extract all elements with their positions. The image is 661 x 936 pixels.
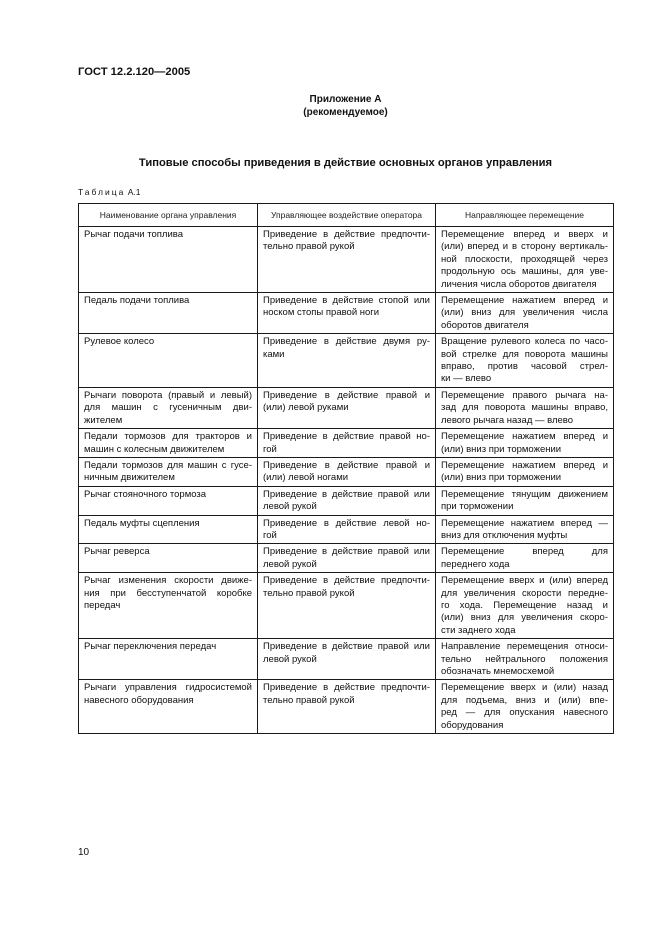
movement-direction-cell bbox=[436, 515, 614, 544]
operator-action-cell bbox=[258, 515, 436, 544]
cell-text-line: Рычаги поворота (правый и левый) bbox=[84, 389, 252, 401]
cell-text-line: Педаль подачи топлива bbox=[84, 295, 190, 307]
table-caption-number: А.1 bbox=[127, 187, 141, 197]
cell-text-line: Рычаг переключения передач bbox=[84, 641, 217, 653]
table-caption-word: Таблица bbox=[78, 187, 126, 197]
cell-text-line: (или) вперед и в сторону вертикаль- bbox=[441, 241, 608, 253]
table-row bbox=[79, 227, 614, 293]
table-row bbox=[79, 486, 614, 515]
cell-text-line: обозначать мнемосхемой bbox=[441, 666, 555, 677]
cell-text-line: Рычаги управления гидросистемой bbox=[84, 682, 252, 694]
cell-text-line: Приведение в действие предпочти- bbox=[263, 575, 430, 587]
operator-action-cell bbox=[258, 457, 436, 486]
cell-text-line: для подъема, вниз и (или) впе- bbox=[441, 694, 608, 706]
cell-text-line: Педаль муфты сцепления bbox=[84, 517, 200, 529]
table-row bbox=[79, 639, 614, 680]
cell-text-line: (или) вниз при торможении bbox=[441, 443, 562, 455]
cell-text-line: для машин с гусеничным дви- bbox=[84, 402, 252, 414]
cell-text-line: Приведение в действие правой и bbox=[263, 459, 430, 471]
cell-text-line: ки — влево bbox=[441, 373, 492, 385]
table-row bbox=[79, 680, 614, 734]
control-name-cell bbox=[79, 457, 258, 486]
appendix-status: (рекомендуемое) bbox=[303, 107, 388, 118]
table-row bbox=[79, 457, 614, 486]
table-body bbox=[79, 227, 614, 734]
operator-action-cell bbox=[258, 227, 436, 293]
cell-text-line: ния при бесступенчатой коробке bbox=[84, 587, 252, 599]
cell-text-line: вой стрелке для поворота машины bbox=[441, 348, 608, 360]
cell-text-line: вниз для отключения муфты bbox=[441, 529, 568, 541]
cell-text-line: ной плоскости, проходящей через bbox=[441, 253, 608, 265]
cell-text-line: для увеличения скорости передне- bbox=[441, 587, 608, 599]
cell-text-line: Перемещение нажатием вперед и bbox=[441, 295, 608, 307]
operator-action-cell bbox=[258, 486, 436, 515]
cell-text-line: левого рычага назад — влево bbox=[441, 414, 574, 426]
cell-text-line: тельно правой рукой bbox=[263, 241, 355, 253]
cell-text-line: гой bbox=[263, 529, 277, 541]
control-name-cell bbox=[79, 680, 258, 734]
cell-text-line: ничным движителем bbox=[84, 472, 175, 484]
table-row bbox=[79, 293, 614, 334]
operator-action-cell bbox=[258, 573, 436, 639]
cell-text-line: Приведение в действие предпочти- bbox=[263, 229, 430, 240]
controls-table bbox=[78, 203, 614, 734]
cell-text-line: при торможении bbox=[441, 501, 514, 513]
cell-text-line: Перемещение тянущим движением bbox=[441, 488, 608, 500]
table-row bbox=[79, 387, 614, 428]
cell-text-line: левой рукой bbox=[263, 501, 317, 513]
cell-text-line: машин с колесным движителем bbox=[84, 443, 225, 455]
cell-text-line: переднего хода bbox=[441, 558, 510, 570]
appendix-label: Приложение А bbox=[309, 94, 382, 105]
cell-text-line: Перемещение нажатием вперед и bbox=[441, 431, 608, 443]
cell-text-line: Перемещение вперед и вверх и bbox=[441, 229, 608, 240]
movement-direction-cell bbox=[436, 680, 614, 734]
movement-direction-cell bbox=[436, 429, 614, 458]
movement-direction-cell bbox=[436, 639, 614, 680]
cell-text-line: (или) левой ногами bbox=[263, 472, 349, 484]
cell-text-line: Рулевое колесо bbox=[84, 336, 155, 348]
cell-text-line: Перемещение нажатием вперед — bbox=[441, 517, 608, 529]
cell-text-line: Рычаг реверса bbox=[84, 546, 150, 558]
operator-action-cell bbox=[258, 429, 436, 458]
cell-text-line: сти заднего хода bbox=[441, 624, 516, 636]
cell-text-line: левой рукой bbox=[263, 558, 317, 570]
cell-text-line: левой рукой bbox=[263, 653, 317, 665]
movement-direction-cell bbox=[436, 457, 614, 486]
cell-text-line: Рычаг изменения скорости движе- bbox=[84, 575, 252, 587]
operator-action-cell bbox=[258, 334, 436, 388]
cell-text-line: Вращение рулевого колеса по часо- bbox=[441, 336, 608, 348]
cell-text-line: Перемещение вверх и (или) назад bbox=[441, 682, 608, 694]
cell-text-line: Педали тормозов для тракторов и bbox=[84, 431, 252, 443]
table-row bbox=[79, 544, 614, 573]
table-row bbox=[79, 515, 614, 544]
cell-text-line: личения числа оборотов двигателя bbox=[441, 278, 597, 290]
operator-action-cell bbox=[258, 387, 436, 428]
cell-text-line: передач bbox=[84, 599, 121, 611]
movement-direction-cell bbox=[436, 486, 614, 515]
cell-text-line: продольную ось машины, для уве- bbox=[441, 266, 608, 278]
operator-action-cell bbox=[258, 639, 436, 680]
cell-text-line: Перемещение вперед для bbox=[441, 546, 608, 558]
cell-text-line: оборотов двигателя bbox=[441, 319, 529, 331]
cell-text-line: (или) вниз при торможении bbox=[441, 472, 562, 484]
cell-text-line: Приведение в действие стопой или bbox=[263, 295, 430, 307]
movement-direction-cell bbox=[436, 334, 614, 388]
control-name-cell bbox=[79, 486, 258, 515]
column-header-control: Наименование органа управления bbox=[79, 204, 258, 227]
cell-text-line: Приведение в действие правой но- bbox=[263, 431, 430, 443]
cell-text-line: Приведение в действие правой или bbox=[263, 641, 430, 653]
operator-action-cell bbox=[258, 680, 436, 734]
cell-text-line: тельно правой рукой bbox=[263, 587, 355, 599]
control-name-cell bbox=[79, 639, 258, 680]
cell-text-line: Педали тормозов для машин с гусе- bbox=[84, 459, 252, 471]
table-row bbox=[79, 429, 614, 458]
table-header-row bbox=[79, 204, 614, 227]
document-code: ГОСТ 12.2.120—2005 bbox=[78, 66, 191, 78]
table-caption bbox=[78, 186, 140, 198]
cell-text-line: зад для поворота машины вправо, bbox=[441, 402, 608, 414]
cell-text-line: Перемещение вверх и (или) вперед bbox=[441, 575, 608, 587]
cell-text-line: тельно нейтрального положения bbox=[441, 653, 608, 665]
cell-text-line: ред — для опускания навесного bbox=[441, 707, 608, 719]
table-row bbox=[79, 334, 614, 388]
cell-text-line: Приведение в действие двумя ру- bbox=[263, 336, 430, 348]
page-number: 10 bbox=[78, 847, 90, 858]
section-title: Типовые способы приведения в действие основных органов управления bbox=[138, 157, 553, 169]
movement-direction-cell bbox=[436, 227, 614, 293]
cell-text-line: ками bbox=[263, 348, 285, 360]
control-name-cell bbox=[79, 573, 258, 639]
column-header-movement: Направляющее перемещение bbox=[436, 204, 614, 227]
cell-text-line: вправо, против часовой стрел- bbox=[441, 361, 608, 373]
cell-text-line: Приведение в действие правой или bbox=[263, 488, 430, 500]
operator-action-cell bbox=[258, 544, 436, 573]
cell-text-line: Направление перемещения относи- bbox=[441, 641, 608, 653]
control-name-cell bbox=[79, 515, 258, 544]
cell-text-line: го хода. Перемещение назад и bbox=[441, 599, 608, 611]
cell-text-line: Рычаг подачи топлива bbox=[84, 229, 183, 240]
cell-text-line: Приведение в действие левой но- bbox=[263, 517, 430, 529]
cell-text-line: Рычаг стояночного тормоза bbox=[84, 488, 207, 500]
cell-text-line: Перемещение правого рычага на- bbox=[441, 389, 608, 401]
control-name-cell bbox=[79, 293, 258, 334]
movement-direction-cell bbox=[436, 293, 614, 334]
cell-text-line: гой bbox=[263, 443, 277, 455]
cell-text-line: тельно правой рукой bbox=[263, 694, 355, 706]
control-name-cell bbox=[79, 227, 258, 293]
cell-text-line: носком стопы правой ноги bbox=[263, 307, 380, 319]
cell-text-line: жителем bbox=[84, 414, 123, 426]
cell-text-line: Приведение в действие правой или bbox=[263, 546, 430, 558]
control-name-cell bbox=[79, 334, 258, 388]
appendix-heading bbox=[78, 93, 613, 119]
operator-action-cell bbox=[258, 293, 436, 334]
cell-text-line: (или) вниз для увеличения скоро- bbox=[441, 612, 608, 624]
control-name-cell bbox=[79, 429, 258, 458]
column-header-action: Управляющее воздействие оператора bbox=[258, 204, 436, 227]
cell-text-line: (или) левой руками bbox=[263, 402, 349, 414]
control-name-cell bbox=[79, 544, 258, 573]
cell-text-line: Перемещение нажатием вперед и bbox=[441, 459, 608, 471]
movement-direction-cell bbox=[436, 573, 614, 639]
cell-text-line: (или) вниз для увеличения числа bbox=[441, 307, 608, 319]
cell-text-line: навесного оборудования bbox=[84, 694, 194, 706]
control-name-cell bbox=[79, 387, 258, 428]
movement-direction-cell bbox=[436, 544, 614, 573]
movement-direction-cell bbox=[436, 387, 614, 428]
table-row bbox=[79, 573, 614, 639]
cell-text-line: Приведение в действие предпочти- bbox=[263, 682, 430, 694]
cell-text-line: оборудования bbox=[441, 719, 504, 731]
cell-text-line: Приведение в действие правой и bbox=[263, 389, 430, 401]
